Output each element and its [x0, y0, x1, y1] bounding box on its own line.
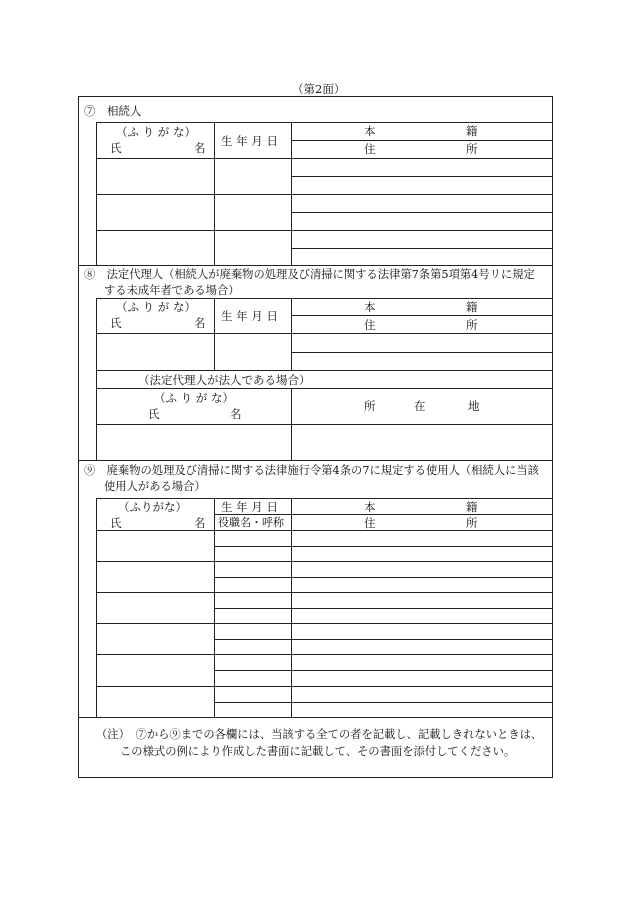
corp-address-label-2: 在 [414, 399, 426, 413]
furigana-label: （ふ り が な） [116, 125, 196, 139]
dob-label: 生 年 月 日 [221, 309, 278, 323]
honseki-label-right: 籍 [466, 124, 478, 138]
corp-furigana-label: （ふ り が な） [154, 391, 234, 405]
section-9-bottom [78, 717, 553, 718]
section-8-bottom [78, 460, 553, 461]
frame-left [78, 96, 79, 778]
section-7-title: ⑦ 相続人 [84, 104, 142, 118]
corporate-caption: （法定代理人が法人である場合） [138, 373, 311, 387]
footnote-line1: （注） ⑦から⑨までの各欄には、当該する全ての者を記載し、記載しきれないときは、 [96, 728, 543, 741]
name-label-right: 名 [194, 516, 206, 530]
honseki-label-right: 籍 [466, 300, 478, 314]
jusho-label-left: 住 [364, 318, 376, 332]
name-label-left: 氏 [110, 316, 122, 330]
section-8-title-line2: する未成年者である場合） [104, 284, 240, 297]
furigana-label: （ふ り が な） [116, 300, 196, 314]
furigana-label: （ふりがな） [118, 500, 187, 514]
jusho-label-right: 所 [466, 142, 478, 156]
name-label-left: 氏 [110, 516, 122, 530]
section-8-title-line1: ⑧ 法定代理人（相続人が廃棄物の処理及び清掃に関する法律第7条第5項第4号リに規定 [84, 268, 535, 281]
footnote-line2: この様式の例により作成した書面に記載して、その書面を添付してください。 [120, 745, 516, 758]
jusho-label-right: 所 [466, 516, 478, 530]
jusho-label-left: 住 [364, 142, 376, 156]
name-label-right: 名 [194, 141, 206, 155]
section-7-bottom [78, 265, 553, 266]
page-label: （第2面） [292, 82, 346, 96]
jusho-label-left: 住 [364, 516, 376, 530]
dob-label: 生 年 月 日 [221, 500, 278, 514]
honseki-label-left: 本 [364, 500, 376, 514]
role-label: 役職名・呼称 [218, 516, 284, 529]
corp-address-label-1: 所 [364, 399, 376, 413]
frame-right [552, 96, 553, 778]
frame-bottom [78, 777, 553, 778]
honseki-label-left: 本 [364, 300, 376, 314]
frame-top [78, 96, 553, 97]
jusho-label-right: 所 [466, 318, 478, 332]
section-9-title-line2: 使用人がある場合） [104, 480, 206, 493]
section-9-title-line1: ⑨ 廃棄物の処理及び清掃に関する法律施行令第4条の7に規定する使用人（相続人に当該 [84, 464, 539, 477]
name-label-right: 名 [194, 316, 206, 330]
corp-name-label-left: 氏 [148, 407, 160, 421]
dob-label: 生 年 月 日 [221, 134, 278, 148]
name-label-left: 氏 [110, 141, 122, 155]
honseki-label-right: 籍 [466, 500, 478, 514]
corp-address-label-3: 地 [468, 399, 480, 413]
honseki-label-left: 本 [364, 124, 376, 138]
corp-name-label-right: 名 [230, 407, 242, 421]
